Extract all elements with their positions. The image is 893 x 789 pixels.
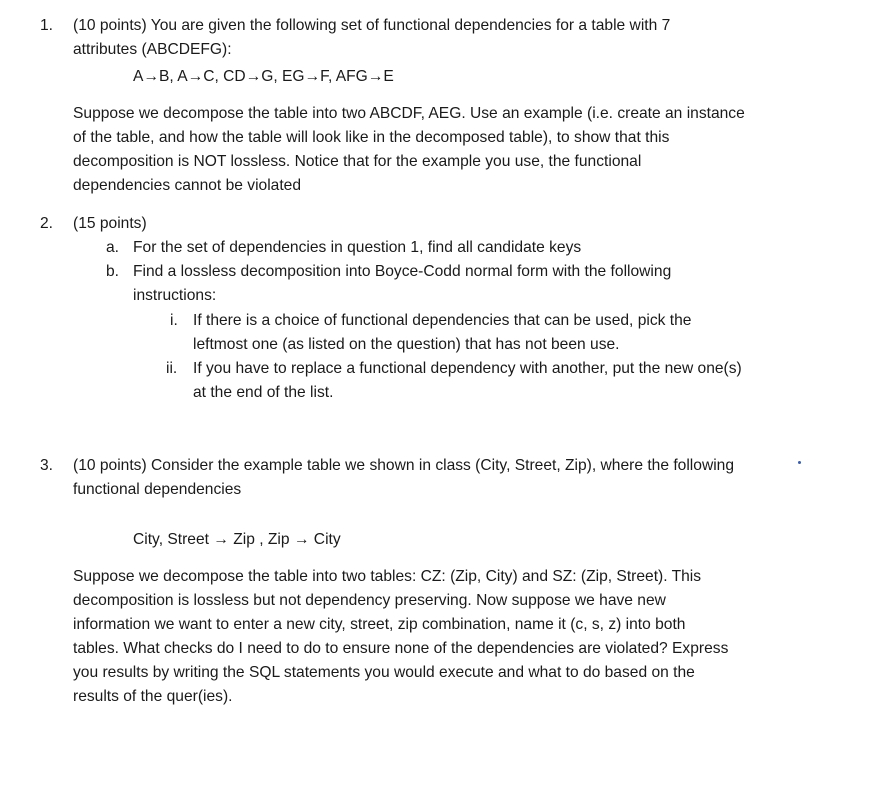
q3-body-line: information we want to enter a new city, street, zip combination, name it (c, s, z) into both — [73, 616, 686, 633]
q1-number: 1. — [40, 17, 54, 34]
stray-dot-mark — [798, 461, 801, 464]
q1-body-line: dependencies cannot be violated — [73, 177, 302, 194]
q3-number: 3. — [40, 457, 54, 474]
q3-body-line: Suppose we decompose the table into two tables: CZ: (Zip, City) and SZ: (Zip, Street). This — [73, 568, 702, 585]
q3-header-continued: functional dependencies — [73, 481, 242, 498]
q2b-ii-text-line: at the end of the list. — [193, 384, 334, 401]
q2-number: 2. — [40, 215, 54, 232]
q2b-i-text-line: If there is a choice of functional dependencies that can be used, pick the — [193, 312, 692, 329]
q2b-marker: b. — [106, 263, 120, 280]
q1-header-continued: attributes (ABCDEFG): — [73, 41, 232, 58]
q1-body-line: decomposition is NOT lossless. Notice that for the example you use, the functional — [73, 153, 642, 170]
q1-functional-dependencies: A→B, A→C, CD→G, EG→F, AFG→E — [133, 68, 394, 85]
q3-body-line: you results by writing the SQL statements you would execute and what to do based on the — [73, 664, 695, 681]
q3-body-line: tables. What checks do I need to do to ensure none of the dependencies are violated? Express — [73, 640, 729, 657]
q2b-i-text-line: leftmost one (as listed on the question) that has not been use. — [193, 336, 620, 353]
q2b-text-line: instructions: — [133, 287, 217, 304]
q2a-marker: a. — [106, 239, 120, 256]
q3-functional-dependencies: City, Street → Zip , Zip → City — [133, 531, 341, 548]
q3-header: (10 points) Consider the example table we shown in class (City, Street, Zip), where the following — [73, 457, 735, 474]
q1-header: (10 points) You are given the following set of functional dependencies for a table with 7 — [73, 17, 671, 34]
q2b-text-line: Find a lossless decomposition into Boyce-Codd normal form with the following — [133, 263, 672, 280]
q1-body-line: Suppose we decompose the table into two ABCDF, AEG. Use an example (i.e. create an instance — [73, 105, 745, 122]
q3-body-line: decomposition is lossless but not dependency preserving. Now suppose we have new — [73, 592, 666, 609]
q2b-ii-marker: ii. — [166, 360, 178, 377]
q2-header: (15 points) — [73, 215, 147, 232]
q2b-ii-text-line: If you have to replace a functional dependency with another, put the new one(s) — [193, 360, 742, 377]
q3-body-line: results of the quer(ies). — [73, 688, 233, 705]
q1-body-line: of the table, and how the table will look like in the decomposed table), to show that this — [73, 129, 670, 146]
q2b-i-marker: i. — [170, 312, 178, 329]
q2a-text: For the set of dependencies in question 1, find all candidate keys — [133, 239, 582, 256]
